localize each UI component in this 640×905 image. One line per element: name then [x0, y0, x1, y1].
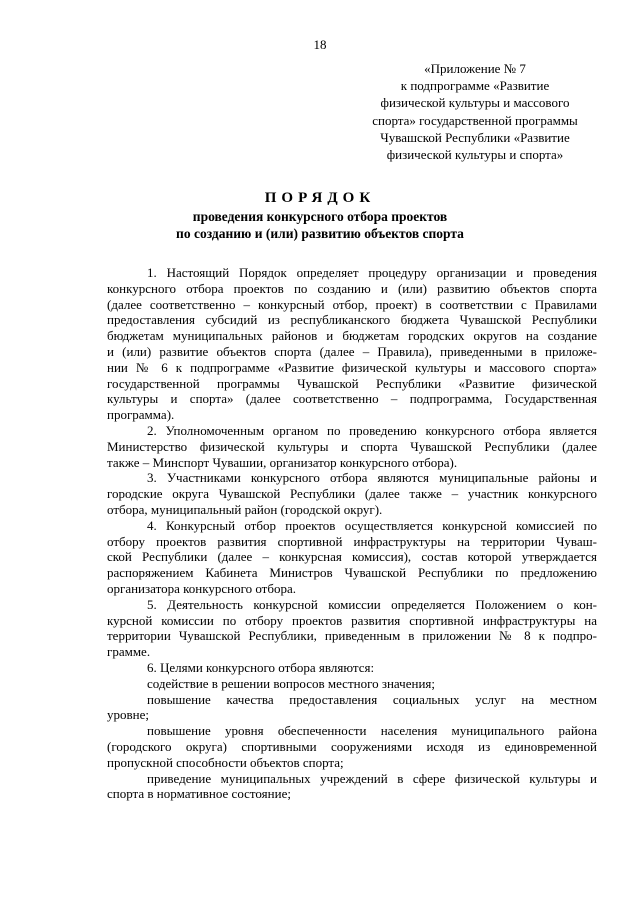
body-line: спорта в нормативное состояние;: [107, 786, 291, 802]
body-line: грамме.: [107, 644, 151, 660]
body-line: (далее соответственно – конкурсный отбор, проект) в соответствии с Правилами: [107, 296, 597, 312]
appendix-line: спорта» государственной программы: [372, 112, 578, 128]
body-line: пропускной способности объектов спорта;: [107, 754, 344, 770]
appendix-line: «Приложение № 7: [424, 61, 526, 76]
body-line: приведение муниципальных учреждений в сфере физической культуры и: [147, 770, 597, 786]
body-line: 1. Настоящий Порядок определяет процедуру организации и проведения: [147, 265, 597, 280]
body-line: распоряжением Кабинета Министров Чувашской Республики по предложению: [107, 565, 597, 581]
body-line: организатора конкурсного отбора.: [107, 580, 296, 596]
body-line: курсной комиссии по отбору проектов развития спортивной инфраструктуры на: [107, 612, 597, 628]
body-line: 2. Уполномоченным органом по проведению конкурсного отбора является: [147, 422, 597, 438]
body-line: 6. Целями конкурсного отбора являются:: [147, 659, 375, 675]
body-line: конкурсного отбора проектов по созданию и (или) развитию объектов спорта: [107, 280, 597, 296]
body-line: 3. Участниками конкурсного отбора являются муниципальные районы и: [147, 470, 597, 486]
body-line: отбору проектов развития спортивной инфраструктуры на территории Чуваш-: [107, 533, 597, 549]
body-line: и (или) развитие объектов спорта (далее – Правила), приведенными в приложе-: [107, 343, 597, 359]
body-line: программа).: [107, 407, 175, 423]
document-body: [107, 265, 597, 802]
body-line: 4. Конкурсный отбор проектов осуществляется конкурсной комиссией по: [147, 517, 597, 533]
body-line: культуры и спорта» (далее соответственно – подпрограмма, Государственная: [107, 391, 597, 407]
body-line: государственной программы Чувашской Республики «Развитие физической: [107, 375, 597, 391]
body-line: (городского округа) спортивными сооружениями исходя из единовременной: [107, 738, 597, 754]
body-line: отбора, муниципальный район (городской округ).: [107, 501, 383, 517]
body-line: ской Республики (далее – конкурсная комиссия), состав которой утверждается: [107, 549, 597, 565]
body-line: повышение уровня обеспеченности населения муниципального района: [147, 723, 597, 739]
body-line: предоставления субсидий из республиканского бюджета Чувашской Республики: [107, 312, 597, 328]
body-line: уровне;: [107, 707, 149, 723]
body-line: территории Чувашской Республики, приведенным в приложении № 8 к подпро-: [107, 628, 597, 644]
appendix-header: [360, 60, 590, 163]
body-line: 5. Деятельность конкурсной комиссии определяется Положением о кон-: [147, 596, 597, 612]
document-title: [0, 188, 640, 242]
body-line: нии № 6 к подпрограмме «Развитие физической культуры и массового спорта»: [107, 359, 597, 375]
appendix-line: Чувашской Республики «Развитие: [380, 129, 570, 145]
body-line: Министерство физической культуры и спорта Чувашской Республики (далее: [107, 438, 597, 454]
appendix-line: физической культуры и спорта»: [386, 147, 564, 163]
title-main: ПОРЯДОК: [264, 190, 376, 206]
title-subtitle-line: проведения конкурсного отбора проектов: [192, 209, 448, 224]
body-line: городские округа Чувашской Республики (далее также – участник конкурсного: [107, 486, 597, 502]
body-line: содействие в решении вопросов местного значения;: [147, 675, 435, 691]
appendix-line: к подпрограмме «Развитие: [400, 78, 550, 94]
body-line: также – Минспорт Чувашии, организатор конкурсного отбора).: [107, 454, 458, 470]
page-number: 18: [313, 37, 327, 52]
body-line: повышение качества предоставления социальных услуг на местном: [147, 691, 597, 707]
body-line: бюджетам муниципальных районов и бюджетам городских округов на создание: [107, 328, 597, 344]
appendix-line: физической культуры и массового: [380, 95, 570, 111]
title-subtitle-line: по созданию и (или) развитию объектов спорта: [176, 226, 464, 241]
